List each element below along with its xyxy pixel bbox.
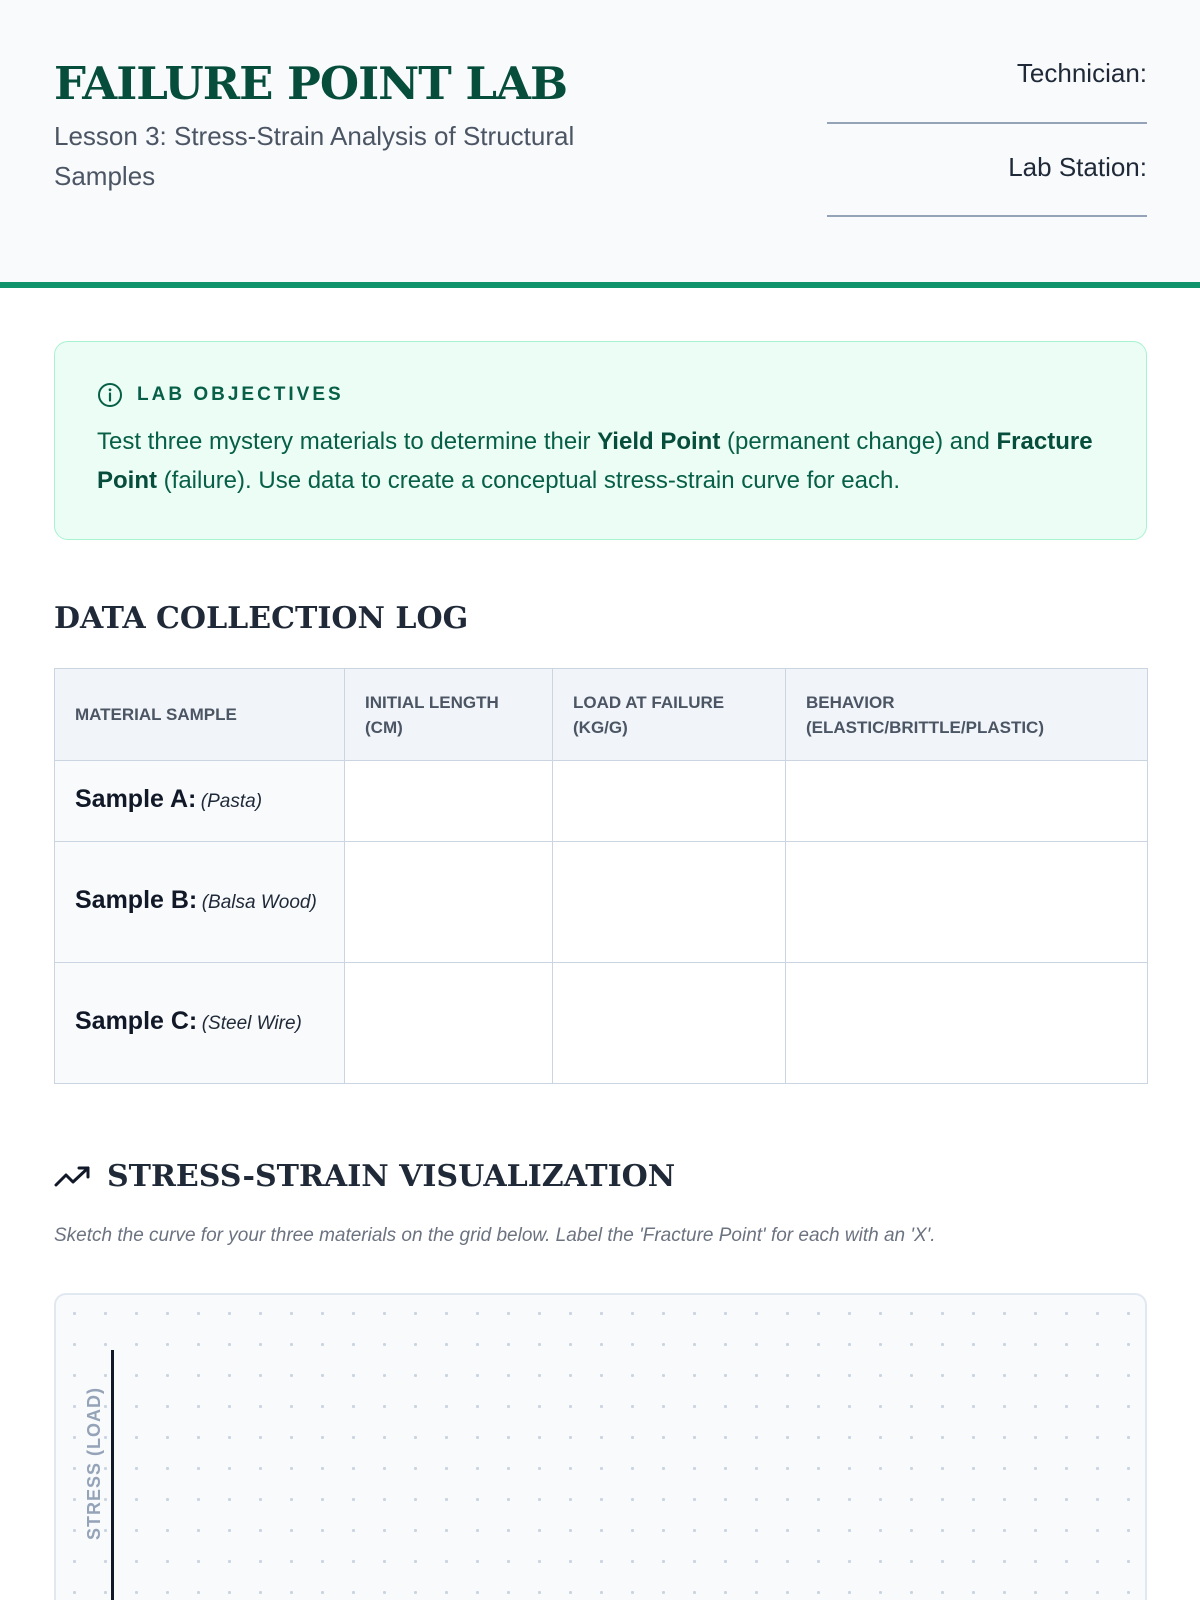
behavior-input[interactable] xyxy=(786,963,1148,1084)
sample-cell xyxy=(55,842,345,963)
page-title: FAILURE POINT LAB xyxy=(54,57,568,110)
objectives-text xyxy=(97,422,1107,500)
lab-objectives-box xyxy=(54,341,1147,540)
objectives-text-part: (permanent change) and xyxy=(720,428,997,455)
objectives-text-part: (failure). Use data to create a conceptual stress-strain curve for each. xyxy=(157,467,901,494)
load-at-failure-input[interactable] xyxy=(553,963,786,1084)
yield-point-term: Yield Point xyxy=(597,428,721,455)
behavior-input[interactable] xyxy=(786,761,1148,842)
technician-label: Technician: xyxy=(1016,58,1147,88)
column-header: BEHAVIOR (ELASTIC/BRITTLE/PLASTIC) xyxy=(786,669,1148,761)
column-header: INITIAL LENGTH (CM) xyxy=(345,669,553,761)
lab-station-field[interactable] xyxy=(827,215,1147,217)
sample-name: Sample B: xyxy=(75,886,198,914)
load-at-failure-input[interactable] xyxy=(553,842,786,963)
sample-material: (Steel Wire) xyxy=(201,1013,302,1034)
load-at-failure-input[interactable] xyxy=(553,761,786,842)
data-log-title: DATA COLLECTION LOG xyxy=(54,601,469,636)
table-header-row xyxy=(55,669,1148,761)
technician-field[interactable] xyxy=(827,122,1147,124)
column-header: MATERIAL SAMPLE xyxy=(55,669,345,761)
initial-length-input[interactable] xyxy=(345,842,553,963)
column-header: LOAD AT FAILURE (KG/G) xyxy=(553,669,786,761)
initial-length-input[interactable] xyxy=(345,963,553,1084)
info-circle-icon xyxy=(97,382,123,408)
page-subtitle: Lesson 3: Stress-Strain Analysis of Structural Samples xyxy=(54,121,575,191)
objectives-title: LAB OBJECTIVES xyxy=(137,384,344,405)
initial-length-input[interactable] xyxy=(345,761,553,842)
y-axis-label: STRESS (LOAD) xyxy=(84,1386,104,1540)
table-row xyxy=(55,963,1148,1084)
table-row xyxy=(55,761,1148,842)
data-collection-table xyxy=(54,668,1148,1084)
objectives-text-part: Test three mystery materials to determine their xyxy=(97,428,598,455)
sample-cell xyxy=(55,761,345,842)
objectives-header xyxy=(97,382,344,408)
sample-name: Sample A: xyxy=(75,785,197,813)
visualization-instructions: Sketch the curve for your three materials on the grid below. Label the 'Fracture Point' for each with an 'X'. xyxy=(54,1225,936,1246)
trending-up-icon xyxy=(54,1163,92,1191)
behavior-input[interactable] xyxy=(786,842,1148,963)
lab-station-label: Lab Station: xyxy=(1008,152,1147,182)
sample-name: Sample C: xyxy=(75,1007,198,1035)
sample-material: (Pasta) xyxy=(200,791,263,812)
sample-cell xyxy=(55,963,345,1084)
table-row xyxy=(55,842,1148,963)
fracture-point-term: Fracture Point xyxy=(97,428,1093,494)
sketch-grid[interactable] xyxy=(54,1293,1147,1600)
y-axis xyxy=(111,1350,114,1600)
sample-material: (Balsa Wood) xyxy=(201,892,317,913)
page-header xyxy=(0,0,1200,288)
visualization-title: STRESS-STRAIN VISUALIZATION xyxy=(107,1159,676,1194)
